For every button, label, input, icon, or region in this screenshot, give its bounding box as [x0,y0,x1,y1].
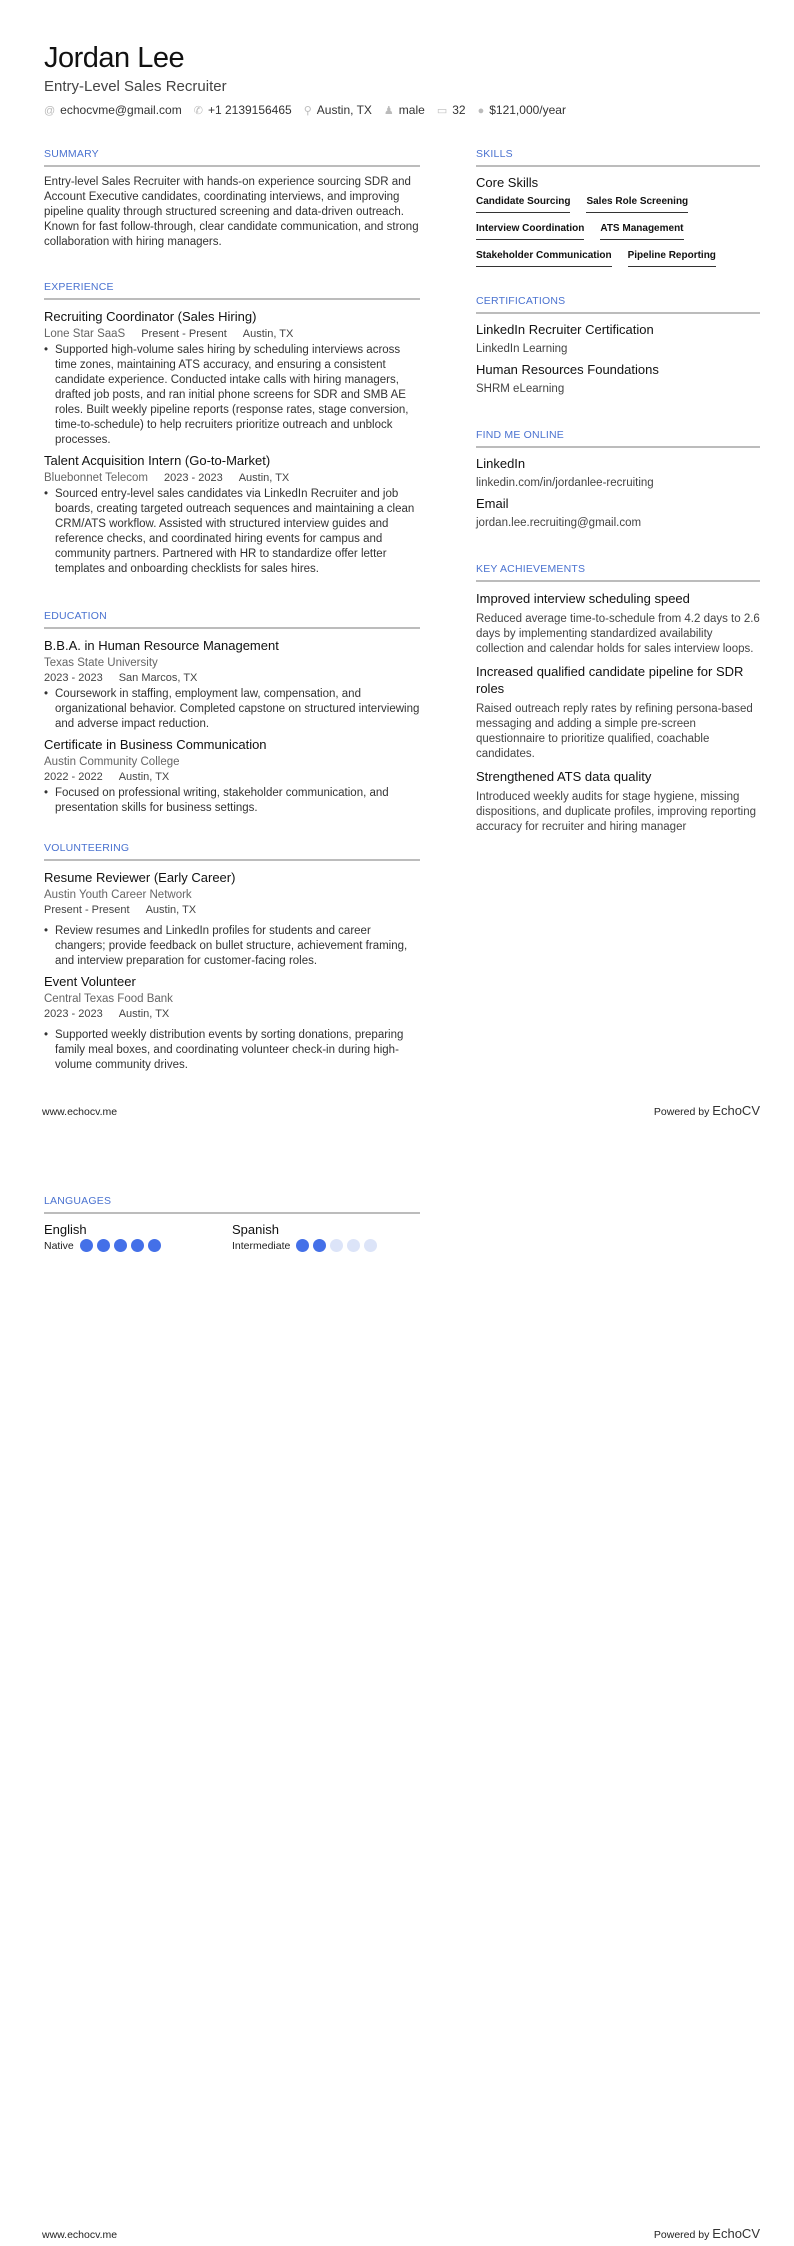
company: Bluebonnet Telecom [44,472,148,484]
skill-list [476,196,736,267]
section-heading: SUMMARY [44,148,420,167]
online-label: LinkedIn [476,456,526,471]
rating-dot-empty [364,1239,377,1252]
section-heading: KEY ACHIEVEMENTS [476,563,760,582]
dates: 2023 - 2023 [44,672,103,684]
summary-section [44,148,420,250]
rating-dots [296,1239,377,1252]
volunteering-item [44,973,420,1073]
right-column [476,0,760,1100]
education-item [44,736,420,816]
footer-site-link[interactable]: www.echocv.me [42,2229,118,2241]
contact-text: Austin, TX [316,103,372,117]
section-heading: VOLUNTEERING [44,842,420,861]
contact-text: male [398,103,425,117]
online-label: Email [476,496,509,511]
contact-text: echocvme@gmail.com [60,103,182,117]
linkedin-link[interactable]: linkedin.com/in/jordanlee-recruiting [476,477,654,489]
brand-logo: EchoCV [712,1103,760,1118]
rating-dot-filled [97,1239,110,1252]
volunteering-section [44,842,420,1077]
rating-dot-filled [148,1239,161,1252]
certification-issuer: LinkedIn Learning [476,343,568,355]
language-name: Spanish [232,1222,279,1237]
location: San Marcos, TX [118,672,198,684]
dates: 2023 - 2023 [164,472,223,484]
skill-tag: ATS Management [600,223,683,240]
achievement-desc: Introduced weekly audits for stage hygiene, missing dispositions, and duplicate profiles, improving reporting accuracy for recruiter and hiring manager [476,791,756,833]
footer-powered [654,1103,760,1118]
company: Lone Star SaaS [44,328,126,340]
achievement-title: Strengthened ATS data quality [476,769,652,784]
section-heading: EXPERIENCE [44,281,420,300]
degree: B.B.A. in Human Resource Management [44,638,279,653]
achievements-section [476,563,760,841]
contact-text: 32 [452,103,466,117]
bullet: • Focused on professional writing, stakeholder communication, and presentation skills for business settings. [44,786,420,816]
dates: 2022 - 2022 [44,771,103,783]
location: Austin, TX [118,771,170,783]
candidate-title: Entry-Level Sales Recruiter [44,78,227,95]
skill-tag: Candidate Sourcing [476,196,570,213]
skill-tag: Stakeholder Communication [476,250,612,267]
languages-section [44,1195,420,1252]
section-heading: EDUCATION [44,610,420,629]
bullet: • Review resumes and LinkedIn profiles for students and career changers; provide feedback on bullet structure, achievement framing, and interview preparation for customer-facing roles. [44,924,420,969]
language-item [232,1222,420,1252]
bullet: • Coursework in staffing, employment law, compensation, and organizational behavior. Completed capstone on structured interviewing and adverse impact reduction. [44,687,420,732]
skill-tag: Interview Coordination [476,223,584,240]
footer-powered [654,2226,760,2241]
experience-section [44,281,420,581]
location: Austin, TX [238,472,290,484]
location: Austin, TX [242,328,294,340]
money-icon: ● [477,105,485,117]
rating-dot-filled [80,1239,93,1252]
contact-text: +1 2139156465 [207,103,292,117]
role: Event Volunteer [44,974,136,989]
achievement-title: Increased qualified candidate pipeline for SDR roles [476,664,744,696]
powered-label: Powered by [653,1106,710,1118]
language-name: English [44,1222,87,1237]
contact-age [437,103,466,117]
volunteering-item [44,869,420,969]
online-section [476,429,760,536]
email-link[interactable]: jordan.lee.recruiting@gmail.com [476,517,642,529]
certification-issuer: SHRM eLearning [476,383,565,395]
contact-text: $121,000/year [489,103,566,117]
organization: Central Texas Food Bank [44,993,173,1005]
rating-dot-empty [347,1239,360,1252]
achievement-title: Improved interview scheduling speed [476,591,690,606]
job-title: Talent Acquisition Intern (Go-to-Market) [44,453,271,468]
calendar-icon: ▭ [436,105,448,117]
skill-group-title: Core Skills [476,175,539,190]
language-level: Intermediate [232,1239,291,1252]
rating-dot-filled [296,1239,309,1252]
section-heading: CERTIFICATIONS [476,295,760,314]
summary-text: Entry-level Sales Recruiter with hands-on experience sourcing SDR and Account Executive candidates, coordinating interviews, and improving pipeline quality through structured screening and data-driven outreach. Known for fast follow-through, clear candidate communication, and strong collaboration with hiring managers. [44,176,419,248]
role: Resume Reviewer (Early Career) [44,870,236,885]
organization: Austin Youth Career Network [44,889,192,901]
experience-item [44,452,420,577]
location: Austin, TX [145,904,197,916]
achievement-desc: Reduced average time-to-schedule from 4.2 days to 2.6 days by implementing standardized availability collection and calendar holds for sales interview loops. [476,613,760,655]
skills-section [476,148,760,267]
bullet: • Sourced entry-level sales candidates via LinkedIn Recruiter and job boards, creating targeted outreach sequences and maintaining a clean CRM/ATS workflow. Assisted with structured interview guides and reference checks, and coordinated hiring events for campus and community partners. Partnered with HR to standardize offer letter templates and onboarding checklists for sales hires. [44,487,420,577]
dates: Present - Present [44,904,130,916]
certification-name: LinkedIn Recruiter Certification [476,322,654,337]
school: Texas State University [44,657,158,669]
left-column [44,0,420,1100]
certifications-section [476,295,760,402]
section-heading: FIND ME ONLINE [476,429,760,448]
bullet: • Supported high-volume sales hiring by scheduling interviews across time zones, maintaining ATS accuracy, and ensuring a consistent candidate experience. Conducted intake calls with hiring managers, drafted job posts, and ran initial phone screens for SDR and SMB AE roles. Built weekly pipeline reports (response rates, stage conversion, time-to-schedule) to help recruiters prioritize outreach and unblock processes. [44,343,420,448]
person-icon: ♟ [383,105,394,117]
rating-dot-filled [114,1239,127,1252]
candidate-name: Jordan Lee [44,42,185,74]
bullet: • Supported weekly distribution events by sorting donations, preparing family meal boxes, and coordinating volunteer check-in during high-volume community drives. [44,1028,420,1073]
certification-name: Human Resources Foundations [476,362,659,377]
skill-tag: Sales Role Screening [586,196,688,213]
dates: 2023 - 2023 [44,1008,103,1020]
resume-page-2 [0,1123,794,2246]
achievement-desc: Raised outreach reply rates by refining persona-based messaging and adding a simple pre-screen questionnaire to prioritize qualified, coachable candidates. [476,703,753,760]
brand-logo: EchoCV [712,2226,760,2241]
rating-dot-empty [330,1239,343,1252]
footer [42,1103,760,1118]
degree: Certificate in Business Communication [44,737,267,752]
language-level: Native [44,1239,74,1252]
at-icon: @ [44,105,56,117]
rating-dots [80,1239,161,1252]
section-heading: LANGUAGES [44,1195,420,1214]
footer [42,2226,760,2241]
dates: Present - Present [141,328,227,340]
education-item [44,637,420,732]
footer-site-link[interactable]: www.echocv.me [42,1106,118,1118]
rating-dot-filled [313,1239,326,1252]
phone-icon: ✆ [193,105,203,117]
location: Austin, TX [118,1008,170,1020]
powered-label: Powered by [653,2229,710,2241]
job-title: Recruiting Coordinator (Sales Hiring) [44,309,257,324]
school: Austin Community College [44,756,180,768]
education-section [44,610,420,820]
experience-item [44,308,420,448]
language-item [44,1222,232,1252]
location-pin-icon: ⚲ [303,105,312,117]
rating-dot-filled [131,1239,144,1252]
skill-tag: Pipeline Reporting [628,250,716,267]
section-heading: SKILLS [476,148,760,167]
